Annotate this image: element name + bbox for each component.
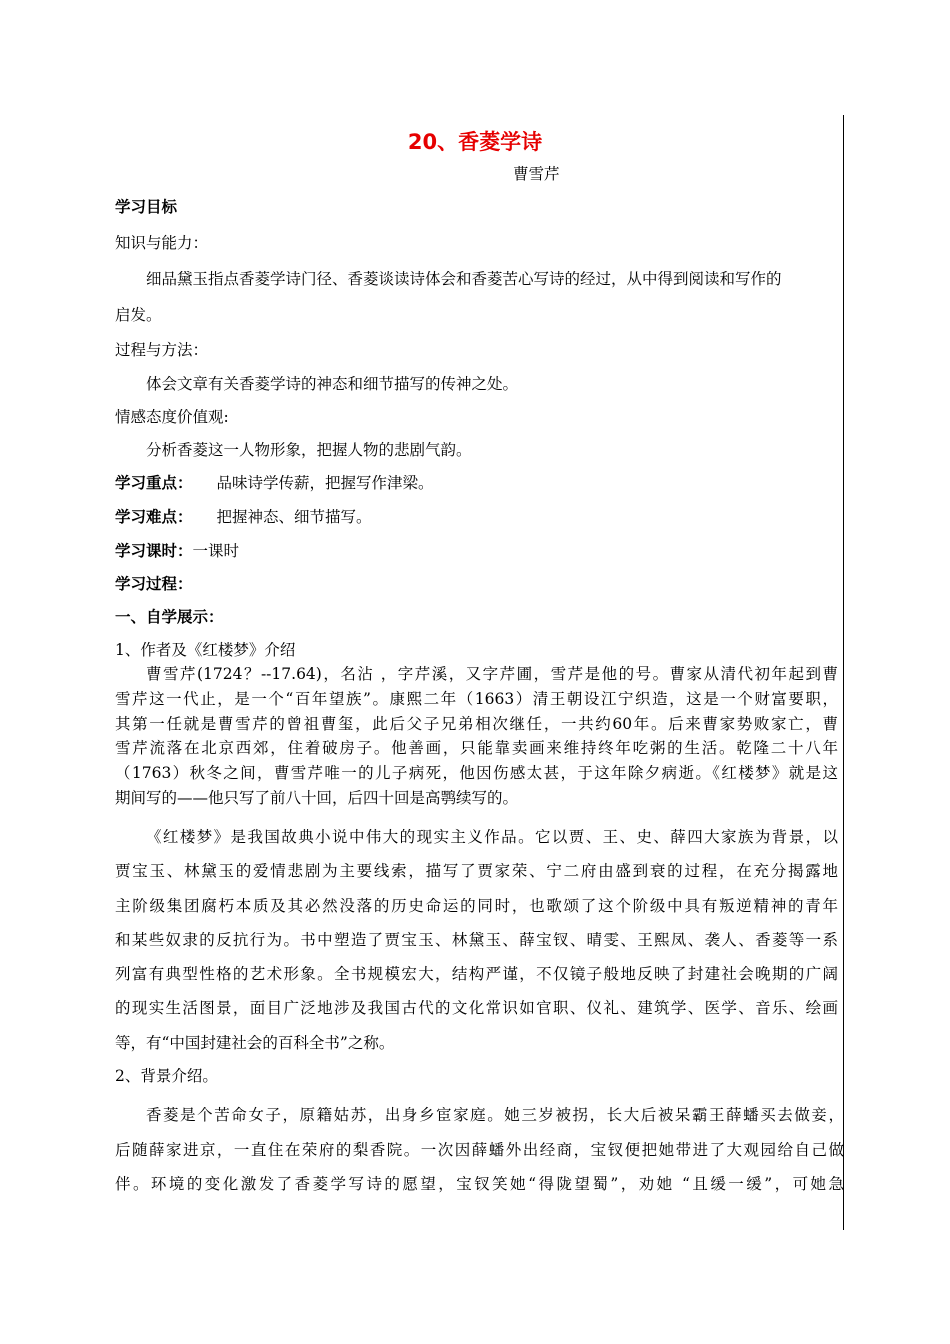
paragraph-line: 雪芹这一代止，是一个“百年望族”。康熙二年（1663）清王朝设江宁织造，这是一个财富要职， (115, 689, 838, 708)
page-title: 20、香菱学诗 (407, 130, 543, 154)
knowledge-text-cont: 启发。 (115, 306, 162, 324)
knowledge-text: 细品黛玉指点香菱学诗门径、香菱谈读诗体会和香菱苦心写诗的经过，从中得到阅读和写作的 (146, 270, 782, 288)
paragraph-line: 和某些奴隶的反抗行为。书中塑造了贾宝玉、林黛玉、薛宝钗、晴雯、王熙凤、袭人、香菱等一系 (115, 930, 838, 949)
item1-heading: 1、作者及《红楼梦》介绍 (115, 641, 296, 659)
emotion-label: 情感态度价值观: (115, 408, 229, 426)
objectives-heading: 学习目标 (115, 197, 178, 216)
paragraph-line: 的现实生活图景，面目广泛地涉及我国古代的文化常识如官职、仪礼、建筑学、医学、音乐、绘画 (115, 999, 838, 1018)
right-margin-rule (843, 115, 844, 1230)
paragraph-line: （1763）秋冬之间，曹雪芹唯一的儿子病死，他因伤感太甚，于这年除夕病逝。《红楼梦》就是这 (115, 764, 838, 783)
author-name: 曹雪芹 (513, 165, 560, 183)
novel-paragraph (115, 820, 838, 1060)
paragraph-line: 主阶级集团腐朽本质及其必然没落的历史命运的同时，也歌颂了这个阶级中具有叛逆精神的青年 (115, 896, 838, 915)
process-method-label: 过程与方法： (115, 341, 209, 359)
key-points-text: 品味诗学传薪，把握写作津梁。 (216, 474, 434, 492)
key-points-label: 学习重点： (115, 473, 193, 492)
paragraph-line: 等，有“中国封建社会的百科全书”之称。 (115, 1033, 395, 1052)
paragraph-line: 香菱是个苦命女子，原籍姑苏，出身乡宦家庭。她三岁被拐，长大后被呆霸王薛蟠买去做妾， (146, 1106, 844, 1124)
emotion-text: 分析香菱这一人物形象，把握人物的悲剧气韵。 (146, 441, 472, 459)
paragraph-line: 曹雪芹(1724？--17.64)，名沾 ，字芹溪，又字芹圃，雪芹是他的号。曹家从清代初年起到曹 (146, 665, 838, 683)
process-method-text: 体会文章有关香菱学诗的神态和细节描写的传神之处。 (146, 375, 519, 393)
hours-row (115, 539, 838, 563)
process-label: 学习过程： (115, 574, 193, 593)
paragraph-line: 《红楼梦》是我国故典小说中伟大的现实主义作品。它以贾、王、史、薛四大家族为背景，以 (146, 828, 838, 846)
difficulties-row (115, 505, 838, 529)
hours-label: 学习课时： (115, 541, 193, 560)
author-paragraph (115, 662, 838, 811)
paragraph-line: 雪芹流落在北京西郊，住着破房子。他善画，只能靠卖画来维持终年吃粥的生活。乾隆二十八年 (115, 739, 838, 758)
section1-heading: 一、自学展示： (115, 607, 224, 626)
paragraph-line: 伴。环境的变化激发了香菱学写诗的愿望，宝钗笑她“得陇望蜀”，劝她 “且缓一缓”，可她急 (115, 1175, 844, 1193)
difficulties-text: 把握神态、细节描写。 (216, 508, 372, 526)
paragraph-line: 贾宝玉、林黛玉的爱情悲剧为主要线索，描写了贾家荣、宁二府由盛到衰的过程，在充分揭露地 (115, 862, 838, 881)
key-points-row (115, 471, 838, 495)
paragraph-line: 后随薛家进京，一直住在荣府的梨香院。一次因薛蟠外出经商，宝钗便把她带进了大观园给自己做 (115, 1140, 844, 1159)
paragraph-line: 其第一任就是曹雪芹的曾祖曹玺，此后父子兄弟相次继任，一共约60年。后来曹家势败家亡，曹 (115, 714, 838, 733)
background-paragraph (115, 1098, 844, 1202)
item2-heading: 2、背景介绍。 (115, 1067, 218, 1085)
paragraph-line: 期间写的——他只写了前八十回，后四十回是高鹗续写的。 (115, 788, 519, 807)
knowledge-label: 知识与能力： (115, 234, 209, 252)
paragraph-line: 列富有典型性格的艺术形象。全书规模宏大，结构严谨，不仅镜子般地反映了封建社会晚期的广阔 (115, 965, 838, 984)
hours-text: 一课时 (192, 542, 240, 560)
difficulties-label: 学习难点： (115, 507, 193, 526)
